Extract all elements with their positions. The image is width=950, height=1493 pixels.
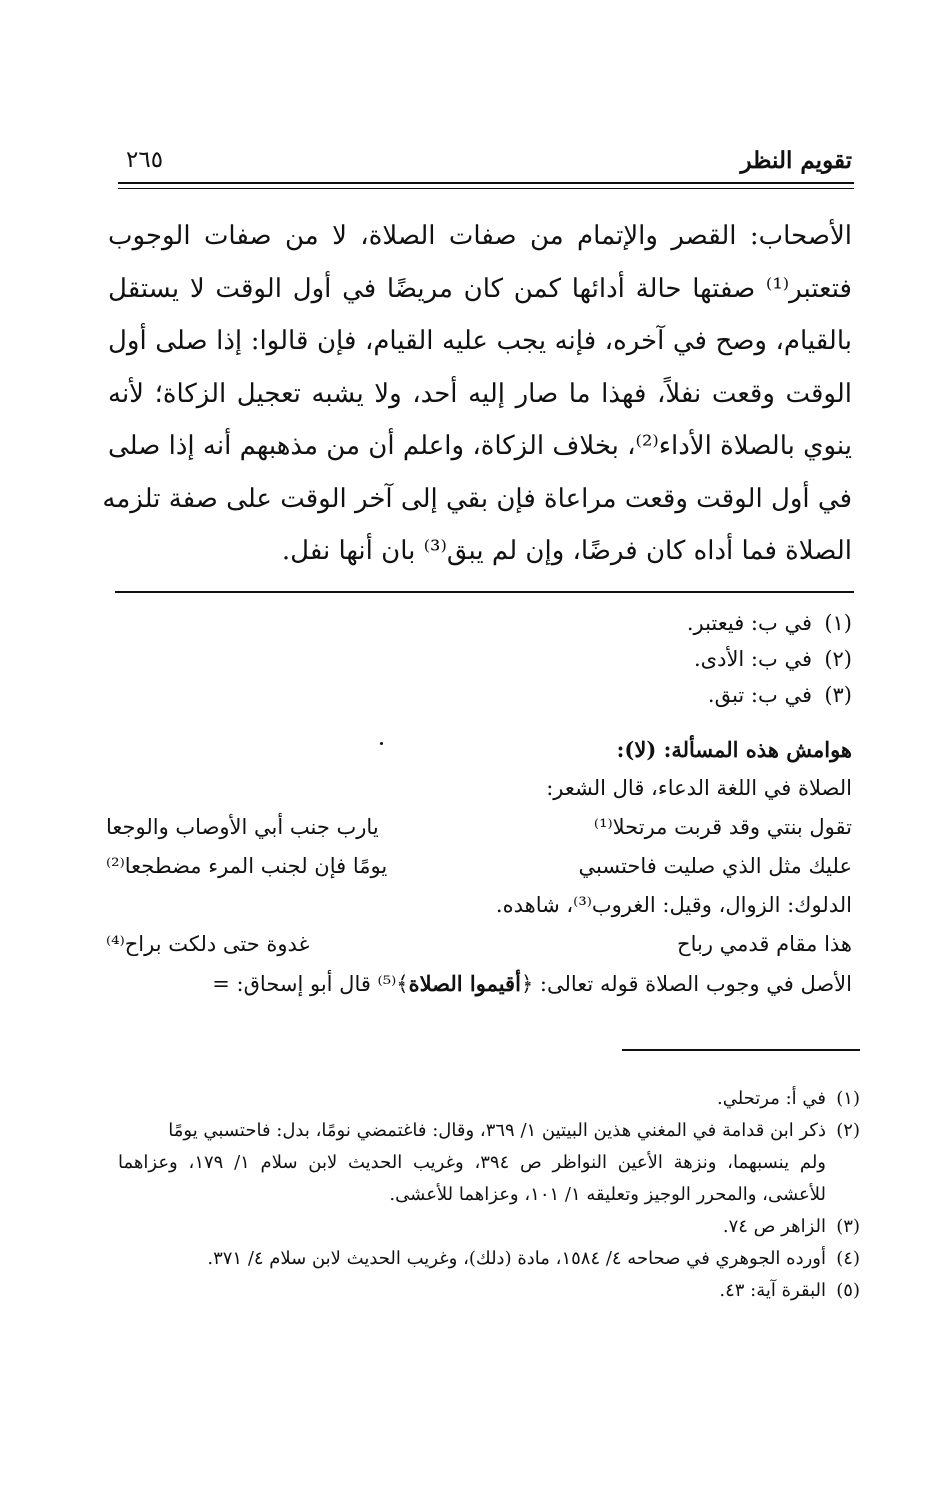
footnote-text: في ب: تبق. bbox=[707, 683, 812, 707]
verse-line bbox=[100, 925, 852, 964]
margin-note-text: ﴾⁽⁵⁾ قال أبو إسحاق: = bbox=[212, 972, 409, 996]
footnote-continuation: للأعشى، والمحرر الوجيز وتعليقه ١/ ١٠١، وعزاهما للأعشى. bbox=[389, 1184, 826, 1205]
footnote-number: (١) bbox=[824, 611, 852, 635]
main-text bbox=[102, 210, 853, 578]
margin-notes bbox=[100, 730, 852, 1003]
verse-hemistich: يارب جنب أبي الأوصاب والوجعا bbox=[106, 815, 379, 839]
footnote-number: (٢) bbox=[824, 647, 852, 671]
footnote bbox=[118, 1083, 860, 1115]
header-rule-thin bbox=[118, 188, 854, 189]
footnote bbox=[118, 1211, 860, 1243]
footnote-number: (٤) bbox=[836, 1248, 860, 1269]
footnote-separator bbox=[115, 591, 854, 593]
footnote-text: في أ: مرتحلي. bbox=[716, 1088, 826, 1109]
page-number: ٢٦٥ bbox=[126, 147, 164, 173]
footnote-number: (٢) bbox=[836, 1120, 860, 1141]
footnote-text: أورده الجوهري في صحاحه ٤/ ١٥٨٤، مادة (دلك)، وغريب الحديث لابن سلام ٤/ ٣٧١. bbox=[207, 1248, 826, 1269]
verse-hemistich: غدوة حتى دلكت براح⁽⁴⁾ bbox=[106, 932, 310, 956]
footnote bbox=[110, 641, 852, 677]
footnote-number: (٣) bbox=[824, 683, 852, 707]
footnote-number: (٣) bbox=[836, 1216, 860, 1237]
verse-hemistich: يومًا فإن لجنب المرء مضطجعا⁽²⁾ bbox=[106, 854, 388, 878]
verse-hemistich: عليك مثل الذي صليت فاحتسبي bbox=[578, 854, 852, 878]
footnote-text: ذكر ابن قدامة في المغني هذين البيتين ١/ ٣٦٩، وقال: فاغتمضي نومًا، بدل: فاحتسبي يومًا bbox=[168, 1120, 826, 1141]
footnote bbox=[110, 677, 852, 713]
footnotes-variants bbox=[110, 605, 852, 713]
footnote bbox=[118, 1115, 860, 1147]
verse-hemistich: تقول بنتي وقد قربت مرتحلا⁽¹⁾ bbox=[593, 815, 852, 839]
footnote-separator bbox=[622, 1049, 860, 1051]
footnote-text: الزاهر ص ٧٤. bbox=[722, 1216, 826, 1237]
body-line: ينوي بالصلاة الأداء⁽²⁾، بخلاف الزكاة، واعلم أن من مذهبهم أنه إذا صلى bbox=[108, 431, 853, 461]
margin-notes-heading: هوامش هذه المسألة: (لا): bbox=[616, 737, 852, 762]
margin-note-line bbox=[100, 964, 852, 1003]
margin-note-text: الأصل في وجوب الصلاة قوله تعالى: ﴿ bbox=[520, 972, 852, 996]
footnote bbox=[110, 605, 852, 641]
footnote bbox=[118, 1275, 860, 1307]
running-title: تقويم النظر bbox=[740, 147, 852, 174]
verse-line bbox=[100, 808, 852, 847]
footnote-text: البقرة آية: ٤٣. bbox=[719, 1280, 826, 1301]
body-line: الأصحاب: القصر والإتمام من صفات الصلاة، لا من صفات الوجوب bbox=[108, 221, 852, 251]
header-rule bbox=[118, 182, 854, 184]
margin-note-line: الدلوك: الزوال، وقيل: الغروب⁽³⁾، شاهده. bbox=[495, 893, 852, 917]
footnote-number: (١) bbox=[836, 1088, 860, 1109]
verse-line bbox=[100, 847, 852, 886]
body-line: بالقيام، وصح في آخره، فإنه يجب عليه القيام، فإن قالوا: إذا صلى أول bbox=[108, 326, 852, 356]
footnote-text: في ب: فيعتبر. bbox=[686, 611, 812, 635]
quran-quote: أقيموا الصلاة bbox=[408, 971, 521, 996]
footnote bbox=[118, 1243, 860, 1275]
footnote-continuation: ولم ينسبهما، ونزهة الأعين النواظر ص ٣٩٤، وغريب الحديث لابن سلام ١/ ١٧٩، وعزاهما bbox=[118, 1152, 826, 1173]
body-line: في أول الوقت وقعت مراعاة فإن بقي إلى آخر الوقت على صفة تلزمه bbox=[102, 483, 852, 514]
footnote-number: (٥) bbox=[836, 1280, 860, 1301]
running-header bbox=[118, 143, 852, 183]
body-line: الصلاة فما أداه كان فرضًا، وإن لم يبق⁽³⁾ بان أنها نفل. bbox=[281, 536, 852, 566]
footnotes-sources bbox=[118, 1083, 860, 1307]
footnote-text: في ب: الأدى. bbox=[693, 647, 812, 671]
margin-note-line: الصلاة في اللغة الدعاء، قال الشعر: bbox=[546, 776, 852, 800]
verse-hemistich: هذا مقام قدمي رباح bbox=[677, 932, 852, 956]
body-line: فتعتبر⁽¹⁾ صفتها حالة أدائها كمن كان مريضًا في أول الوقت لا يستقل bbox=[108, 273, 852, 304]
body-line: الوقت وقعت نفلاً، فهذا ما صار إليه أحد، ولا يشبه تعجيل الزكاة؛ لأنه bbox=[108, 378, 852, 409]
